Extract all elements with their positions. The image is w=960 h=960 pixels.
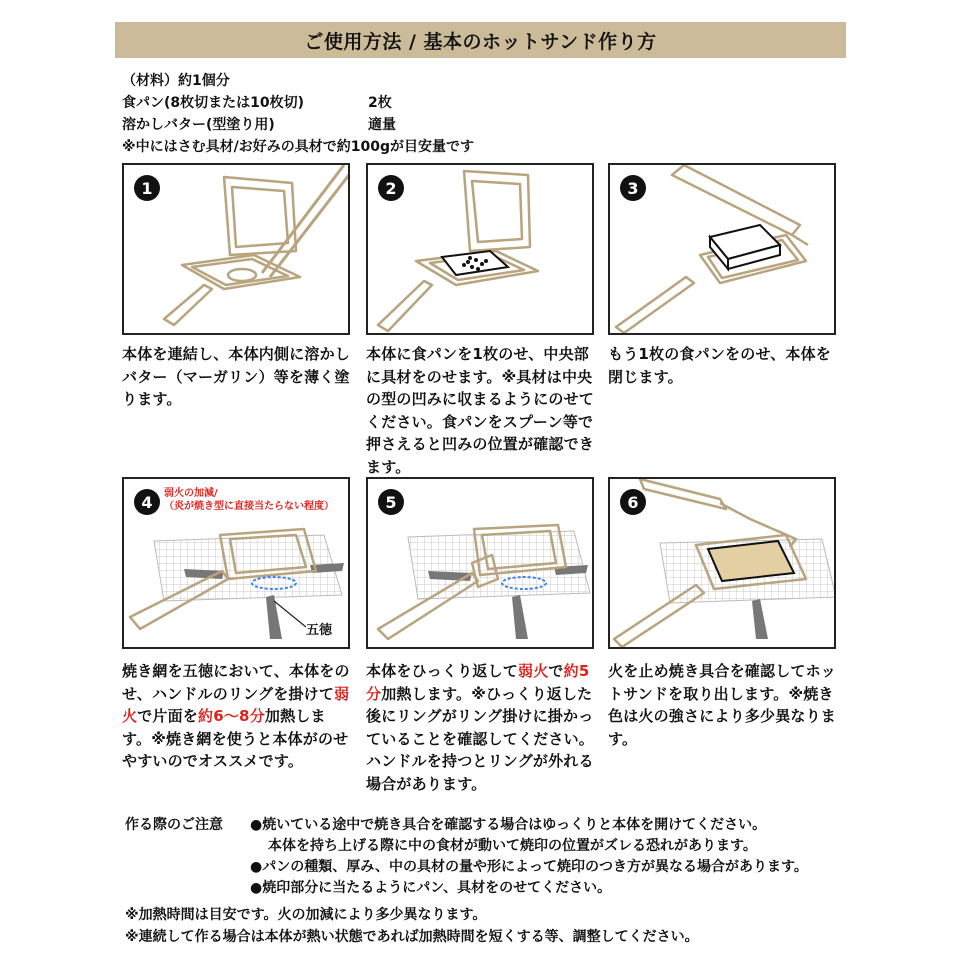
- heat-warning-label: [164, 487, 334, 513]
- notes-item: 本体を持ち上げる際に中の食材が動いて焼印の位置がズレる恐れがあります。: [268, 838, 757, 854]
- step-1-panel: [122, 163, 350, 335]
- step-2-panel: [366, 163, 594, 335]
- text-segment: で: [548, 662, 564, 680]
- step-number: 3: [620, 175, 646, 201]
- step-1-text: 本体を連結し、本体内側に溶かしバター（マーガリン）等を薄く塗ります。: [122, 345, 351, 408]
- materials-section: [122, 70, 474, 158]
- step-5-panel: [366, 477, 594, 649]
- materials-row: [122, 114, 474, 136]
- step-number: 6: [620, 489, 646, 515]
- gotoku-callout: 五徳: [306, 623, 333, 638]
- materials-heading: （材料）約1個分: [122, 73, 230, 89]
- step-4-panel: [122, 477, 350, 649]
- step-3-text: もう1枚の食パンをのせ、本体を閉じます。: [608, 345, 831, 386]
- step-3-panel: [608, 163, 836, 335]
- step-number: 4: [134, 489, 160, 515]
- text-segment: 本体をひっくり返して: [366, 662, 519, 680]
- highlight-time: 約6～8分: [198, 707, 265, 725]
- notes-item: ●焼いている途中で焼き具合を確認する場合はゆっくりと本体を開けてください。: [250, 817, 767, 833]
- material-name: 食パン(8枚切または10枚切): [122, 95, 305, 111]
- step-2-text: 本体に食パンを1枚のせ、中央部に具材をのせます。※具材は中央の型の凹みに収まるようにのせてください。食パンをスプーン等で押さえると凹みの位置が確認できます。: [366, 345, 595, 476]
- text-segment: で片面を: [137, 707, 199, 725]
- materials-note: ※中にはさむ具材/お好みの具材で約100gが目安量です: [122, 139, 474, 155]
- page-title: ご使用方法 / 基本のホットサンド作り方: [115, 22, 846, 58]
- footer-line: ※加熱時間は目安です。火の加減により多少異なります。: [125, 907, 487, 923]
- step-6-text: 火を止め焼き具合を確認してホットサンドを取り出します。※焼き色は火の強さにより多少異なります。: [608, 662, 837, 748]
- notes-row: [125, 815, 808, 836]
- notes-item: ●パンの種類、厚み、中の具材の量や形によって焼印のつき方が異なる場合があります。: [250, 859, 808, 875]
- step-6-panel: [608, 477, 836, 649]
- notes-item: ●焼印部分に当たるようにパン、具材をのせてください。: [250, 880, 612, 896]
- material-qty: 適量: [368, 117, 396, 133]
- material-qty: 2枚: [368, 95, 392, 111]
- step-number: 5: [378, 489, 404, 515]
- highlight-heat: 弱火: [122, 684, 350, 725]
- text-segment: 焼き網を五徳において、本体をのせ、ハンドルのリングを掛けて: [122, 662, 350, 703]
- materials-row: [122, 92, 474, 114]
- text-segment: 加熱します。※焼き網を使うと本体がのせやすいのでオススメです。: [122, 707, 349, 770]
- step-5-text: [366, 660, 598, 795]
- notes-heading: 作る際のご注意: [125, 817, 223, 833]
- step-number: 2: [378, 175, 404, 201]
- material-name: 溶かしバター(型塗り用): [122, 117, 275, 133]
- heat-warning-line: （炎が焼き型に直接当たらない程度）: [164, 501, 334, 512]
- footer-notes: [125, 904, 699, 948]
- step-4-text: [122, 660, 354, 773]
- step-number: 1: [134, 175, 160, 201]
- highlight-time: 約5分: [366, 662, 590, 703]
- highlight-heat: 弱火: [518, 662, 549, 680]
- usage-notes: [125, 815, 808, 899]
- heat-warning-line: 弱火の加減/: [164, 488, 218, 499]
- footer-line: ※連続して作る場合は本体が熱い状態であれば加熱時間を短くする等、調整してください。: [125, 929, 699, 945]
- text-segment: 加熱します。※ひっくり返した後にリングがリング掛けに掛かっていることを確認してください。ハンドルを持つとリングが外れる場合があります。: [366, 684, 595, 793]
